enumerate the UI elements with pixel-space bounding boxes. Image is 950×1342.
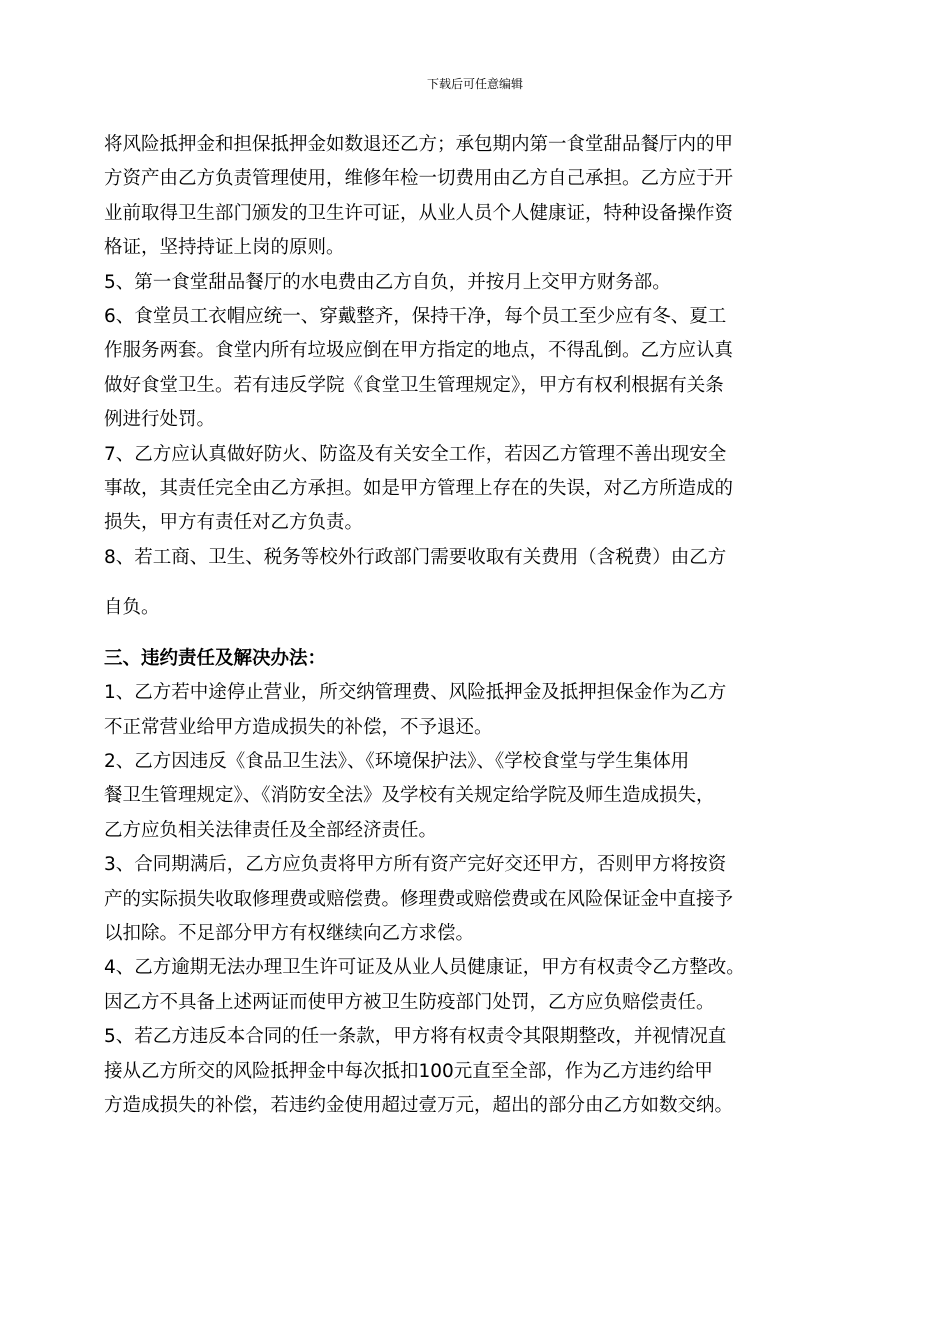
clause-6-line: 6、食堂员工衣帽应统一、穿戴整齐，保持干净，每个员工至少应有冬、夏工 xyxy=(104,306,727,328)
breach-clause-2-line: 餐卫生管理规定》、《消防安全法》及学校有关规定给学院及师生造成损失， xyxy=(104,785,715,807)
breach-clause-1-line: 不正常营业给甲方造成损失的补偿，不予退还。 xyxy=(104,716,493,738)
paragraph-line: 格证，坚持持证上岗的原则。 xyxy=(104,237,345,259)
clause-5-line: 5、第一食堂甜品餐厅的水电费由乙方自负，并按月上交甲方财务部。 xyxy=(104,271,671,293)
breach-clause-2-line: 乙方应负相关法律责任及全部经济责任。 xyxy=(104,819,438,841)
clause-6-line: 做好食堂卫生。若有违反学院《食堂卫生管理规定》，甲方有权利根据有关条 xyxy=(104,374,724,396)
paragraph-line: 将风险抵押金和担保抵押金如数退还乙方；承包期内第一食堂甜品餐厅内的甲 xyxy=(104,134,734,155)
breach-clause-2-line: 2、乙方因违反《食品卫生法》、《环境保护法》、《学校食堂与学生集体用 xyxy=(104,750,690,772)
breach-clause-5-line: 方造成损失的补偿，若违约金使用超过壹万元，超出的部分由乙方如数交纳。 xyxy=(104,1094,734,1116)
clause-7-line: 7、乙方应认真做好防火、防盗及有关安全工作，若因乙方管理不善出现安全 xyxy=(104,443,727,465)
clause-7-line: 事故，其责任完全由乙方承担。如是甲方管理上存在的失误，对乙方所造成的 xyxy=(104,478,734,500)
paragraph-line: 方资产由乙方负责管理使用，维修年检一切费用由乙方自己承担。乙方应于开 xyxy=(104,168,734,190)
section-heading: 三、违约责任及解决办法： xyxy=(104,647,327,669)
breach-clause-4-line: 因乙方不具备上述两证而使甲方被卫生防疫部门处罚，乙方应负赔偿责任。 xyxy=(104,991,715,1013)
clause-6-line: 作服务两套。食堂内所有垃圾应倒在甲方指定的地点，不得乱倒。乙方应认真 xyxy=(104,340,734,362)
breach-clause-5-line: 接从乙方所交的风险抵押金中每次抵扣100元直至全部，作为乙方违约给甲 xyxy=(104,1060,713,1082)
breach-clause-3-line: 产的实际损失收取修理费或赔偿费。修理费或赔偿费或在风险保证金中直接予 xyxy=(104,888,734,910)
clause-8-line: 自负。 xyxy=(104,597,160,619)
clause-8-line: 8、若工商、卫生、税务等校外行政部门需要收取有关费用（含税费）由乙方 xyxy=(104,546,727,568)
breach-clause-4-line: 4、乙方逾期无法办理卫生许可证及从业人员健康证，甲方有权责令乙方整改。 xyxy=(104,957,745,979)
breach-clause-5-line: 5、若乙方违反本合同的任一条款，甲方将有权责令其限期整改，并视情况直 xyxy=(104,1026,727,1048)
clause-6-line: 例进行处罚。 xyxy=(104,409,216,431)
document-body xyxy=(104,128,849,1123)
clause-7-line: 损失，甲方有责任对乙方负责。 xyxy=(104,512,364,534)
breach-clause-3-line: 3、合同期满后，乙方应负责将甲方所有资产完好交还甲方，否则甲方将按资 xyxy=(104,854,727,876)
page-header: 下载后可任意编辑 xyxy=(426,77,523,91)
breach-clause-1-line: 1、乙方若中途停止营业，所交纳管理费、风险抵押金及抵押担保金作为乙方 xyxy=(104,682,727,704)
paragraph-line: 业前取得卫生部门颁发的卫生许可证，从业人员个人健康证，特种设备操作资 xyxy=(104,202,734,224)
breach-clause-3-line: 以扣除。不足部分甲方有权继续向乙方求偿。 xyxy=(104,922,475,944)
